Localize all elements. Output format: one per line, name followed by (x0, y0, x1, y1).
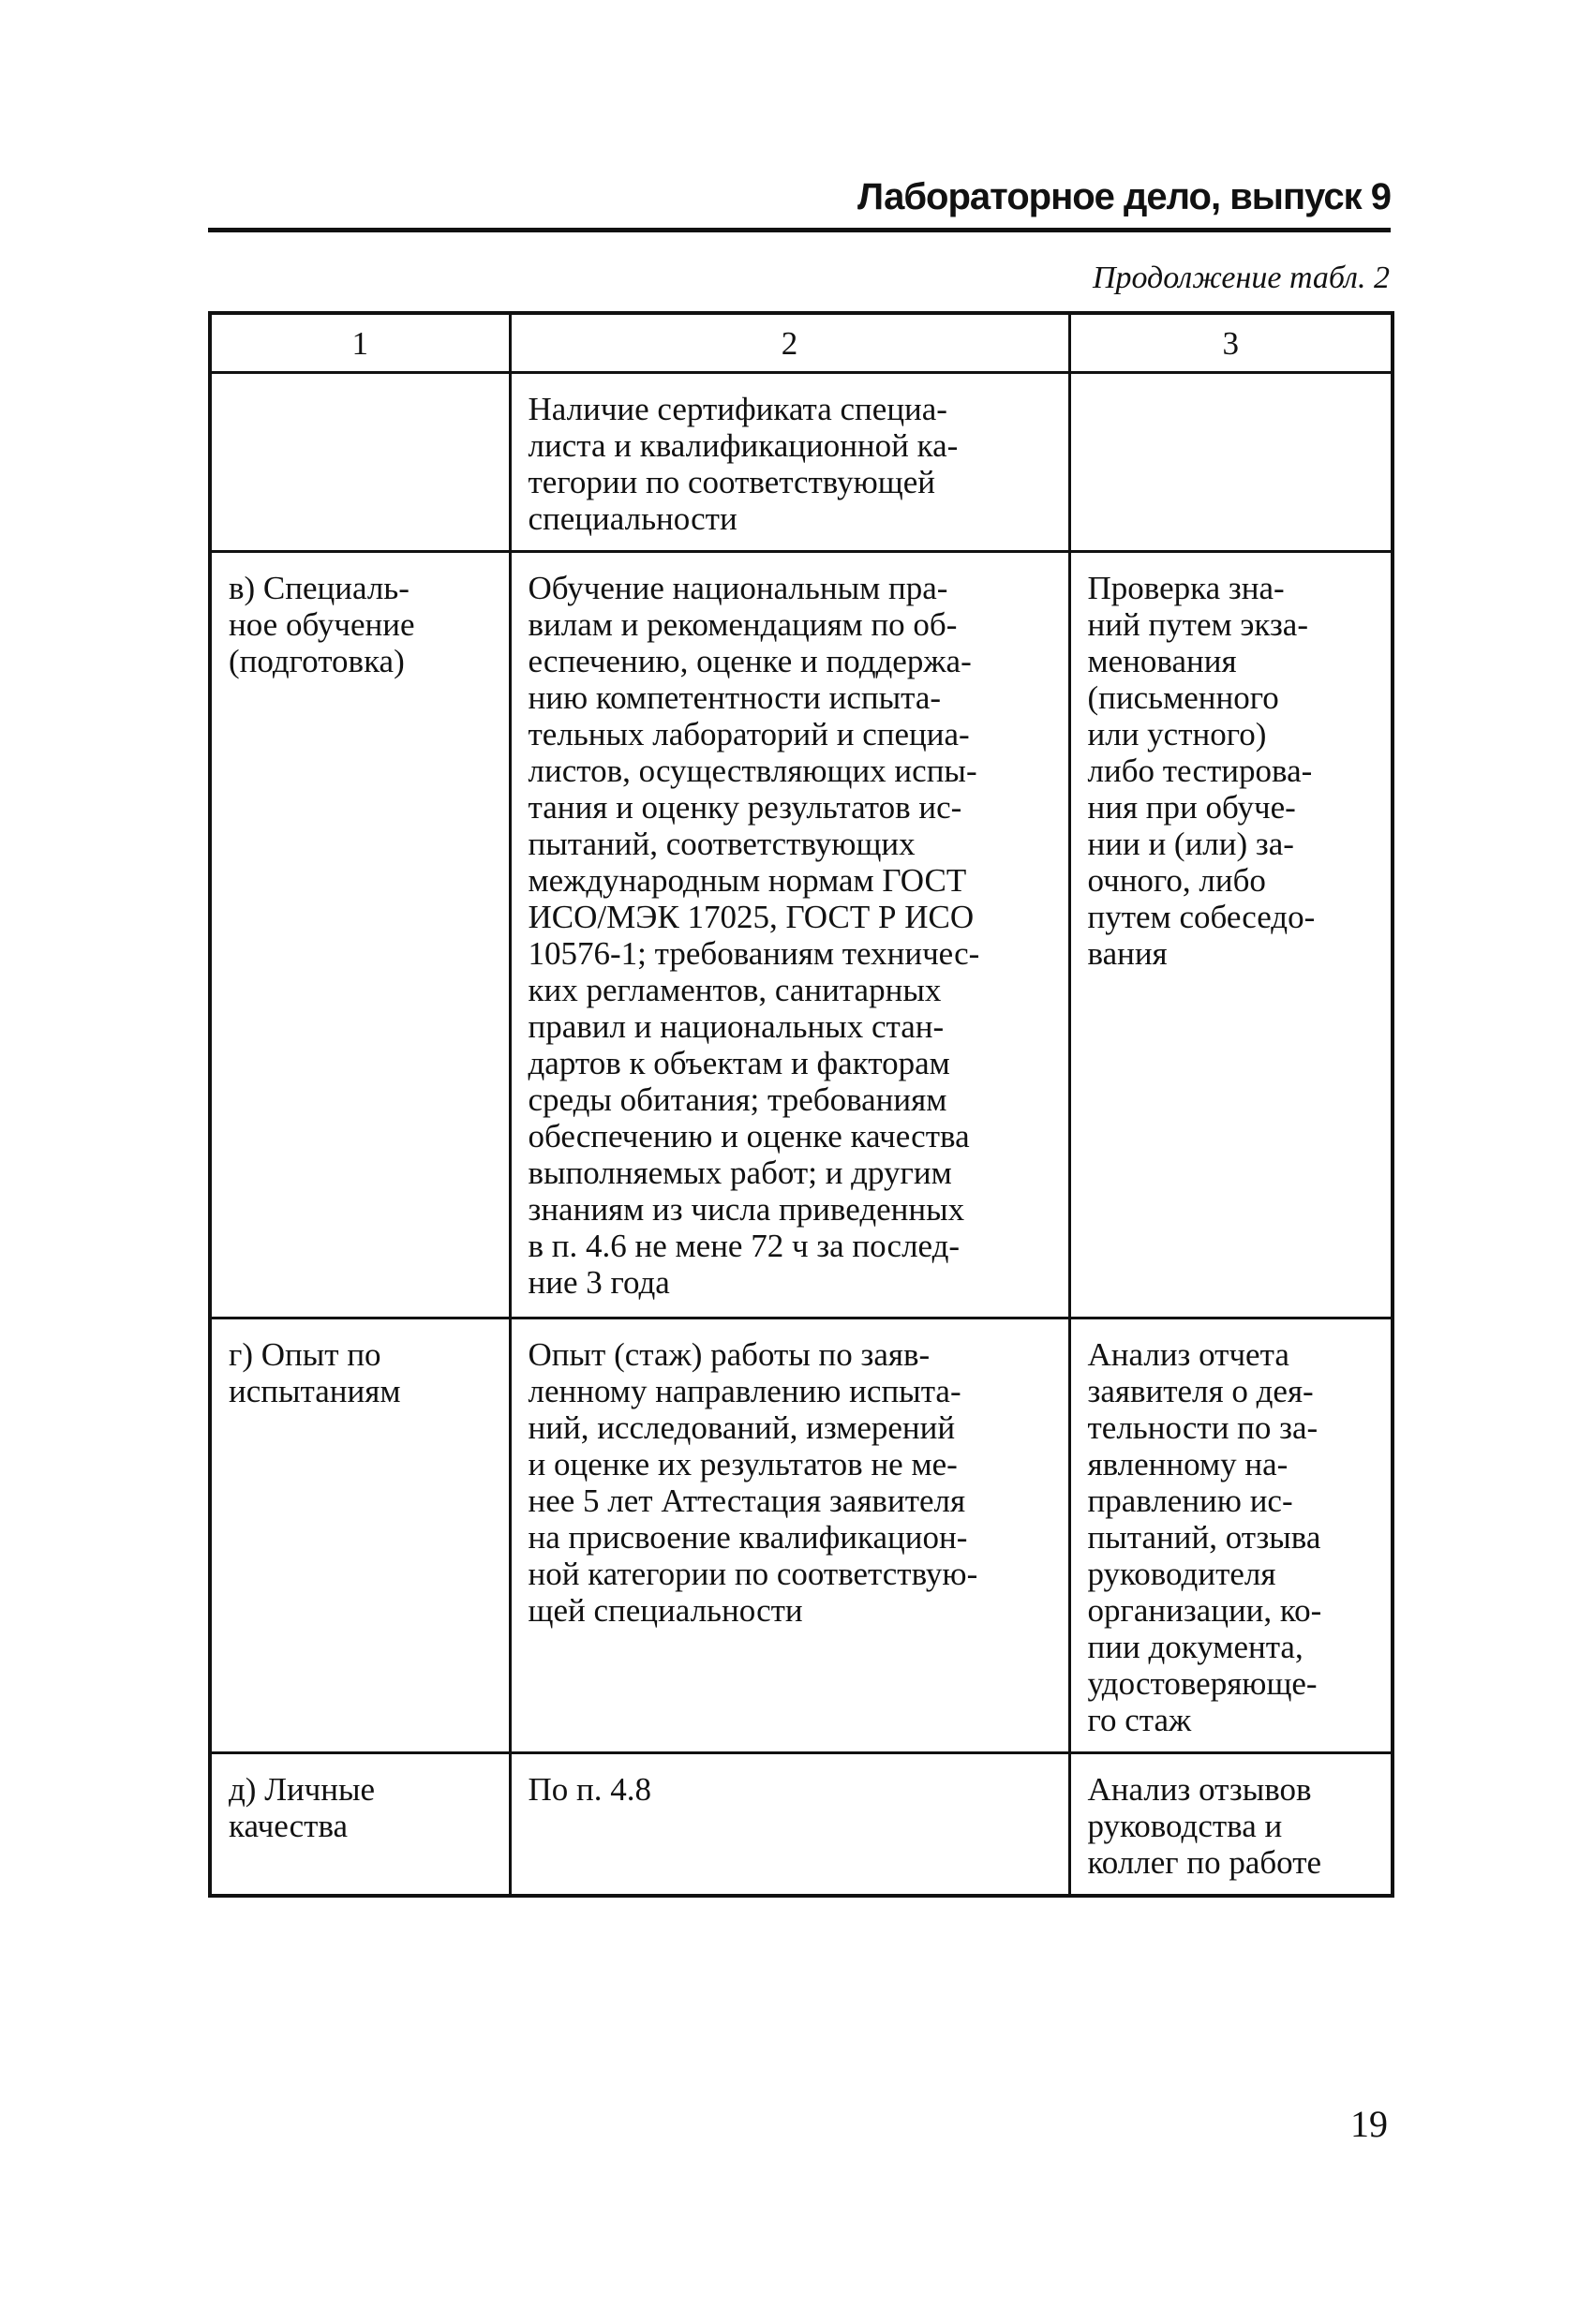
cell-assessment: Анализ отчета заявителя о дея- тельности по за- явленному на- правлению ис- пытаний, отзыва руководителя организации, ко- пии документа, удостоверяюще- го стаж (1087, 1336, 1322, 1738)
table-cell (510, 1753, 1069, 1897)
table-row-certificate (210, 373, 1393, 552)
running-header-title: Лабораторное дело, выпуск 9 (857, 176, 1391, 217)
cell-assessment (1071, 374, 1392, 404)
qualification-table (208, 311, 1394, 1898)
header-rule (208, 228, 1391, 232)
column-header-3: 3 (1069, 313, 1393, 373)
cell-criterion (212, 374, 509, 404)
table-cell (210, 1318, 510, 1753)
table-cell (210, 552, 510, 1318)
table-cell (1069, 373, 1393, 552)
page-number: 19 (1350, 2103, 1388, 2145)
table-cell (510, 373, 1069, 552)
cell-assessment: Проверка зна- ний путем экза- менования (письменного или устного) либо тестирова- ния при обуче- нии и (или) за- очного, либо путем собеседо- вания (1087, 570, 1316, 972)
table-caption: Продолжение табл. 2 (1092, 261, 1390, 295)
table-cell (210, 1753, 510, 1897)
cell-requirement: Наличие сертификата специа- листа и квалификационной ка- тегории по соответствующей специальности (528, 391, 959, 537)
cell-requirement: По п. 4.8 (528, 1771, 652, 1808)
cell-criterion: д) Личные качества (229, 1771, 376, 1844)
cell-criterion: в) Специаль- ное обучение (подготовка) (229, 570, 415, 679)
table-row-personal-qualities (210, 1753, 1393, 1897)
table-cell (510, 1318, 1069, 1753)
table-cell (210, 373, 510, 552)
table-cell (1069, 1753, 1393, 1897)
column-header-2: 2 (510, 313, 1069, 373)
cell-criterion: г) Опыт по испытаниям (229, 1336, 401, 1409)
cell-requirement: Опыт (стаж) работы по заяв- ленному направлению испыта- ний, исследований, измерений и оценке их результатов не ме- нее 5 лет Аттестация заявителя на присвоение квалификацион- ной категории по соответствую- щей специальности (528, 1336, 978, 1629)
table-cell (1069, 1318, 1393, 1753)
table-row-special-training (210, 552, 1393, 1318)
cell-assessment: Анализ отзывов руководства и коллег по работе (1087, 1771, 1322, 1881)
table-row-testing-experience (210, 1318, 1393, 1753)
cell-requirement: Обучение национальным пра- вилам и рекомендациям по об- еспечению, оценке и поддержа- нию компетентности испыта- тельных лабораторий и специа- листов, осуществляющих испы- тания и оценку результатов ис- пытаний, соответствующих международным нормам ГОСТ ИСО/МЭК 17025, ГОСТ Р ИСО 10576-1; требованиям техничес- ких регламентов, санитарных правил и национальных стан- дартов к объектам и факторам среды обитания; требованиям обеспечению и оценке качества выполняемых работ; и другим знаниям из числа приведенных в п. 4.6 не мене 72 ч за послед- ние 3 года (528, 570, 980, 1301)
table-header-row (210, 313, 1393, 373)
column-header-1: 1 (210, 313, 510, 373)
table-cell (1069, 552, 1393, 1318)
table-cell (510, 552, 1069, 1318)
